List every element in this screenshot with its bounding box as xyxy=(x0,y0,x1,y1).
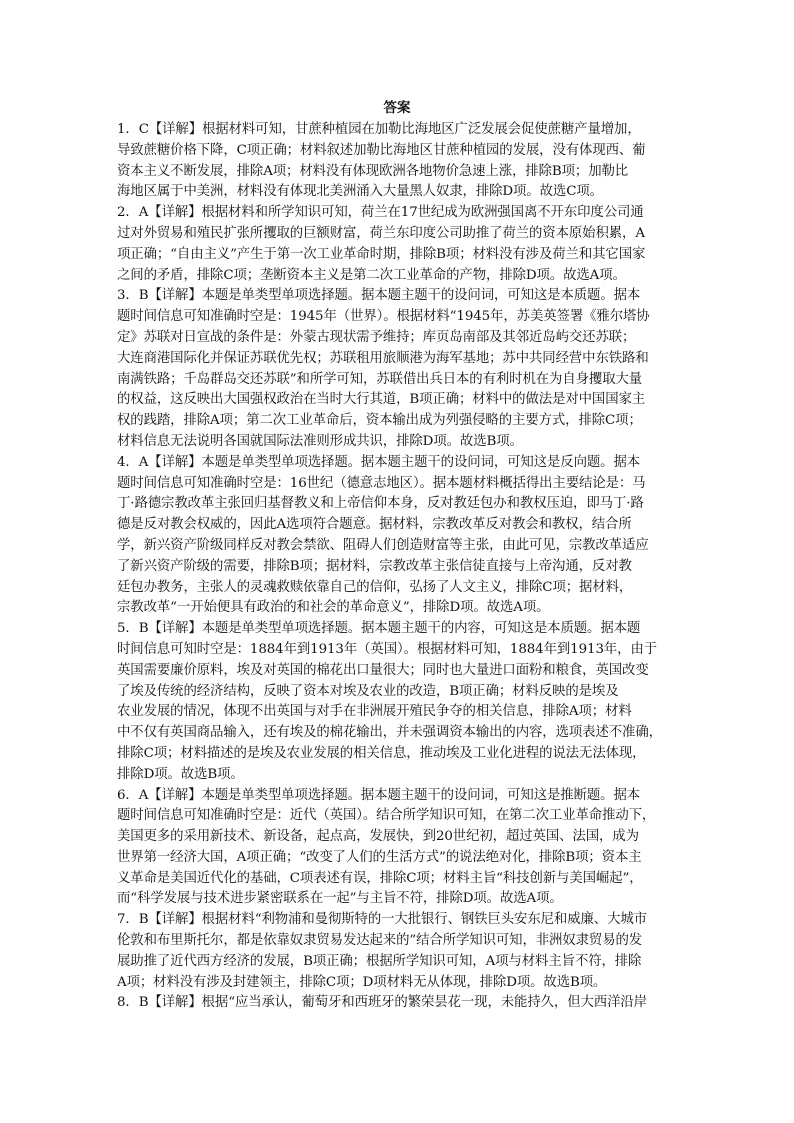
answer-line: 丁·路德宗教改革主张回归基督教义和上帝信仰本身，反对教廷包办和教权压迫，即马丁·路 xyxy=(117,496,644,512)
answer-item xyxy=(117,286,677,452)
answer-line: 学，新兴资产阶级同样反对教会禁欲、阻碍人们创造财富等主张，由此可见，宗教改革适应 xyxy=(117,537,649,553)
answer-line: 时间信息可知时空是：1884年到1913年（英国）。根据材料可知，1884年到1913年，由于 xyxy=(117,641,658,657)
answer-line: 德是反对教会权威的，因此A选项符合题意。据材料，宗教改革反对教会和教权，结合所 xyxy=(117,517,632,533)
answer-line: 世界第一经济大国，A项正确；“改变了人们的生活方式”的说法绝对化，排除B项；资本主 xyxy=(117,849,642,865)
page-title: 答案 xyxy=(383,100,411,116)
answer-line: 农业发展的情况，体现不出英国与对手在非洲展开殖民争夺的相关信息，排除A项；材料 xyxy=(117,704,632,720)
answer-line: 项正确；“自由主义”产生于第一次工业革命时期，排除B项；材料没有涉及荷兰和其它国家 xyxy=(117,246,646,262)
answer-line: 南满铁路；千岛群岛交还苏联”和所学可知，苏联借出兵日本的有利时机在为自身攫取大量 xyxy=(117,371,643,387)
answer-line: 5．B【详解】本题是单类型单项选择题。据本题主题干的内容，可知这是本质题。据本题 xyxy=(117,621,641,637)
answer-line: 排除C项；材料描述的是埃及农业发展的相关信息，推动埃及工业化进程的说法无法体现， xyxy=(117,745,646,761)
answer-line: 7．B【详解】根据材料“利物浦和曼彻斯特的一大批银行、钢铁巨头安东尼和威廉、大城市 xyxy=(117,912,647,928)
answer-list xyxy=(117,120,677,1014)
answer-line: 宗教改革“一开始便具有政治的和社会的革命意义”，排除D项。故选A项。 xyxy=(117,600,550,616)
answer-item xyxy=(117,453,677,619)
answer-document xyxy=(117,99,677,1014)
answer-item xyxy=(117,786,677,911)
answer-line: 了埃及传统的经济结构，反映了资本对埃及农业的改造，B项正确；材料反映的是埃及 xyxy=(117,683,619,699)
answer-line: 4．A【详解】本题是单类型单项选择题。据本题主题干的设问词，可知这是反向题。据本 xyxy=(117,454,641,470)
answer-line: 定》苏联对日宣战的条件是：外蒙古现状需予维持；库页岛南部及其邻近岛屿交还苏联； xyxy=(117,329,636,345)
answer-line: 题时间信息可知准确时空是：16世纪（德意志地区）。据本题材料概括得出主要结论是：马 xyxy=(117,475,646,491)
answer-line: 美国更多的采用新技术、新设备，起点高，发展快，到20世纪初，超过英国、法国，成为 xyxy=(117,829,639,845)
answer-line: 展助推了近代西方经济的发展，B项正确；根据所学知识可知，A项与材料主旨不符，排除 xyxy=(117,953,642,969)
answer-line: 了新兴资产阶级的需要，排除B项；据材料，宗教改革主张信徒直接与上帝沟通，反对教 xyxy=(117,558,632,574)
answer-line: 题时间信息可知准确时空是：近代（英国）。结合所学知识可知，在第二次工业革命推动下， xyxy=(117,808,656,824)
answer-item xyxy=(117,619,677,785)
answer-line: 廷包办教务，主张人的灵魂救赎依靠自己的信仰，弘扬了人文主义，排除C项；据材料， xyxy=(117,579,633,595)
answer-line: 中不仅有英国商品输入，还有埃及的棉花输出，并未强调资本输出的内容，选项表述不准确， xyxy=(117,725,662,741)
answer-item xyxy=(117,910,677,993)
answer-line: 之间的矛盾，排除C项；垄断资本主义是第二次工业革命的产物，排除D项。故选A项。 xyxy=(117,267,626,283)
answer-line: 题时间信息可知准确时空是：1945年（世界）。根据材料“1945年，苏美英签署《雅尔塔协 xyxy=(117,309,650,325)
answer-line: 导致蔗糖价格下降，C项正确；材料叙述加勒比海地区甘蔗种植园的发展，没有体现西、葡 xyxy=(117,142,646,158)
answer-line: 8．B【详解】根据“应当承认，葡萄牙和西班牙的繁荣昙花一现，未能持久，但大西洋沿岸 xyxy=(117,995,647,1011)
answer-line: 排除D项。故选B项。 xyxy=(117,766,244,782)
answer-line: 权的践踏，排除A项；第二次工业革命后，资本输出成为列强侵略的主要方式，排除C项； xyxy=(117,413,642,429)
answer-line: 6．A【详解】本题是单类型单项选择题。据本题主题干的设问词，可知这是推断题。据本 xyxy=(117,787,641,803)
answer-line: 材料信息无法说明各国就国际法准则形成共识，排除D项。故选B项。 xyxy=(117,433,523,449)
answer-line: 的权益，这反映出大国强权政治在当时大行其道，B项正确；材料中的做法是对中国国家主 xyxy=(117,392,646,408)
answer-line: 而“科学发展与技术进步紧密联系在一起”与主旨不符，排除D项。故选A项。 xyxy=(117,891,563,907)
answer-line: 伦敦和布里斯托尔，都是依靠奴隶贸易发达起来的”结合所学知识可知，非洲奴隶贸易的发 xyxy=(117,933,643,949)
answer-line: 过对外贸易和殖民扩张所攫取的巨额财富，荷兰东印度公司助推了荷兰的资本原始积累，A xyxy=(117,225,645,241)
answer-line: 大连商港国际化并保证苏联优先权；苏联租用旅顺港为海军基地；苏中共同经营中东铁路和 xyxy=(117,350,649,366)
answer-line: 2．A【详解】根据材料和所学知识可知，荷兰在17世纪成为欧洲强国离不开东印度公司通 xyxy=(117,205,644,221)
answer-line: 英国需要廉价原料，埃及对英国的棉花出口量很大；同时也大量进口面粉和粮食，英国改变 xyxy=(117,662,649,678)
answer-item xyxy=(117,203,677,286)
answer-line: 资本主义不断发展，排除A项；材料没有体现欧洲各地物价急速上涨，排除B项；加勒比 xyxy=(117,163,629,179)
answer-line: 义革命是美国近代化的基础，C项表述有误，排除C项；材料主旨“科技创新与美国崛起”， xyxy=(117,870,643,886)
answer-line: A项；材料没有涉及封建领主，排除C项；D项材料无从体现，排除D项。故选B项。 xyxy=(117,974,607,990)
answer-line: 1．C【详解】根据材料可知，甘蔗种植园在加勒比海地区广泛发展会促使蔗糖产量增加， xyxy=(117,122,641,137)
answer-item xyxy=(117,993,677,1014)
answer-line: 海地区属于中美洲，材料没有体现北美洲涌入大量黑人奴隶，排除D项。故选C项。 xyxy=(117,184,603,200)
answer-item xyxy=(117,120,677,203)
answer-line: 3．B【详解】本题是单类型单项选择题。据本题主题干的设问词，可知这是本质题。据本 xyxy=(117,288,641,304)
